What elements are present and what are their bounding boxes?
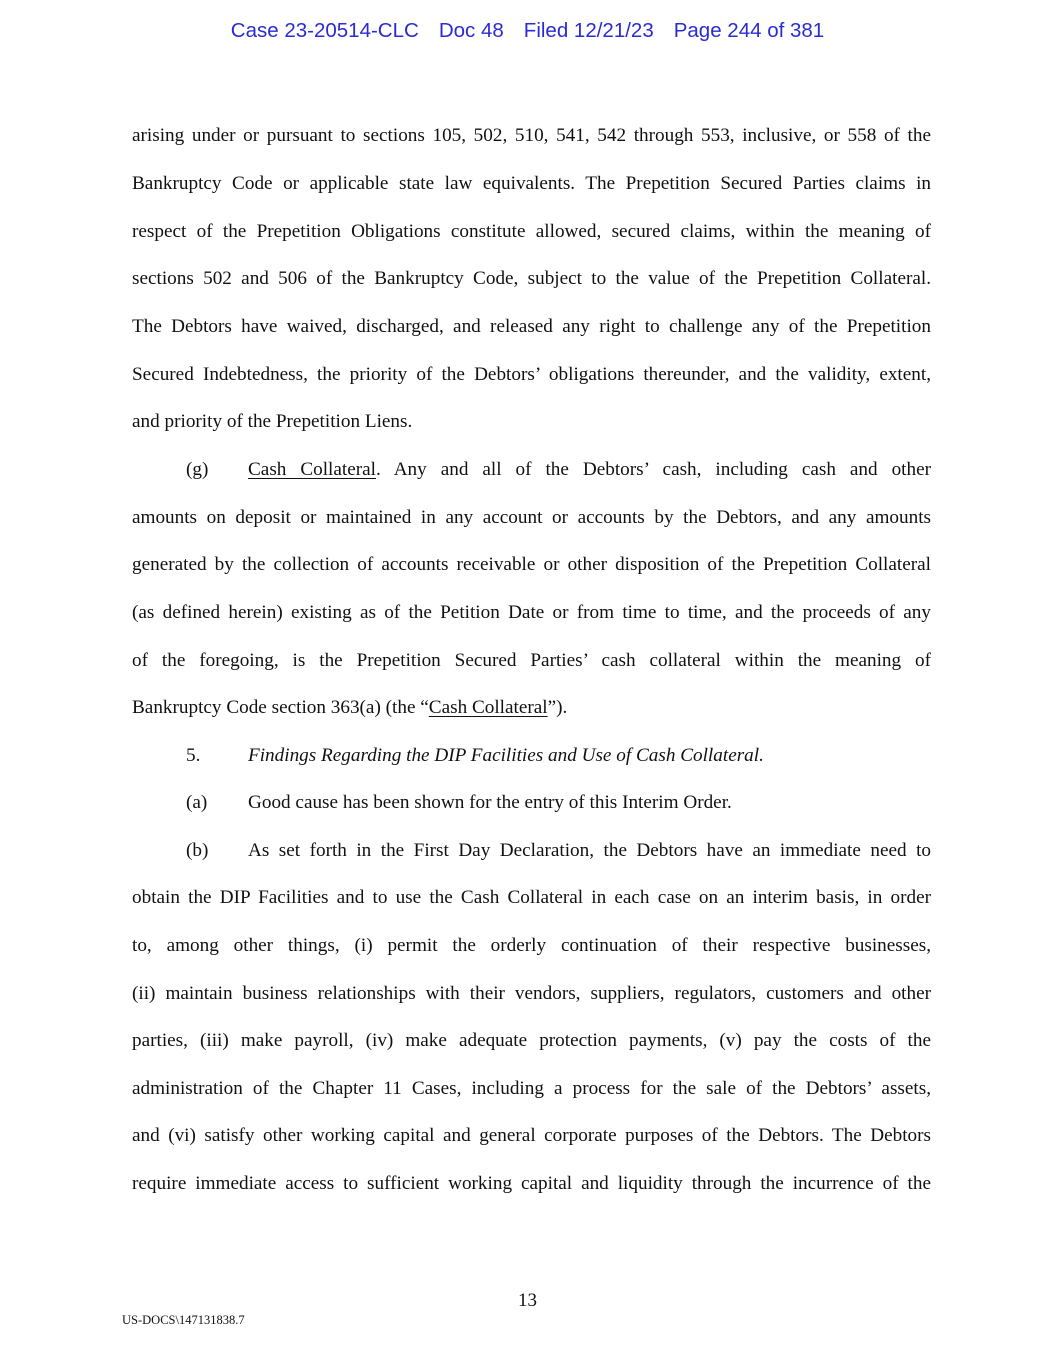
- paragraph-text: ”).: [547, 697, 568, 718]
- paragraph-marker: (a): [186, 792, 208, 813]
- paragraph-line: obtain the DIP Facilities and to use the Cash Collateral in each case on an interim basis, in order: [132, 887, 931, 908]
- paragraph-last-line: [132, 696, 931, 720]
- section-number: 5.: [186, 745, 201, 766]
- paragraph-line: sections 502 and 506 of the Bankruptcy Code, subject to the value of the Prepetition Collateral.: [132, 268, 931, 289]
- paragraph-line: to, among other things, (i) permit the orderly continuation of their respective businesses,: [132, 935, 931, 956]
- paragraph-line: Secured Indebtedness, the priority of the Debtors’ obligations thereunder, and the validity, extent,: [132, 364, 931, 385]
- page-count: Page 244 of 381: [673, 19, 825, 42]
- paragraph-line: respect of the Prepetition Obligations constitute allowed, secured claims, within the meaning of: [132, 221, 931, 242]
- paragraph-line: of the foregoing, is the Prepetition Secured Parties’ cash collateral within the meaning of: [132, 650, 931, 671]
- docket-number: Doc 48: [438, 19, 504, 42]
- paragraph-line: As set forth in the First Day Declaration, the Debtors have an immediate need to: [248, 840, 931, 861]
- paragraph-line: parties, (iii) make payroll, (iv) make adequate protection payments, (v) pay the costs of the: [132, 1030, 931, 1051]
- paragraph-line: amounts on deposit or maintained in any account or accounts by the Debtors, and any amounts: [132, 507, 931, 528]
- paragraph-line: arising under or pursuant to sections 105, 502, 510, 541, 542 through 553, inclusive, or 558 of the: [132, 125, 931, 146]
- page-number: 13: [518, 1290, 537, 1311]
- paragraph-marker: (b): [186, 840, 209, 861]
- paragraph-line: generated by the collection of accounts receivable or other disposition of the Prepetition Collateral: [132, 554, 931, 575]
- case-number: Case 23-20514-CLC: [230, 19, 419, 42]
- section-title: Findings Regarding the DIP Facilities and Use of Cash Collateral.: [248, 745, 764, 766]
- document-id: US-DOCS\147131838.7: [122, 1313, 245, 1327]
- paragraph-text: Good cause has been shown for the entry of this Interim Order.: [248, 792, 732, 813]
- paragraph-g-first-line: [248, 458, 931, 482]
- paragraph-line: (ii) maintain business relationships with their vendors, suppliers, regulators, customers and other: [132, 983, 931, 1004]
- filed-date: Filed 12/21/23: [523, 19, 654, 42]
- paragraph-text: . Any and all of the Debtors’ cash, including cash and other: [376, 459, 932, 480]
- filing-header: [0, 19, 1055, 43]
- paragraph-line: The Debtors have waived, discharged, and released any right to challenge any of the Prepetition: [132, 316, 931, 337]
- paragraph-line: and priority of the Prepetition Liens.: [132, 411, 413, 432]
- paragraph-line: administration of the Chapter 11 Cases, including a process for the sale of the Debtors’ assets,: [132, 1078, 931, 1099]
- defined-term: Cash Collateral: [428, 697, 548, 718]
- paragraph-marker: (g): [186, 459, 209, 480]
- cash-collateral-heading: Cash Collateral: [248, 459, 376, 480]
- paragraph-line: require immediate access to sufficient working capital and liquidity through the incurrence of the: [132, 1173, 931, 1194]
- paragraph-line: (as defined herein) existing as of the Petition Date or from time to time, and the proceeds of any: [132, 602, 931, 623]
- paragraph-line: and (vi) satisfy other working capital and general corporate purposes of the Debtors. The Debtors: [132, 1125, 931, 1146]
- paragraph-text: Bankruptcy Code section 363(a) (the “: [132, 697, 429, 718]
- paragraph-line: Bankruptcy Code or applicable state law equivalents. The Prepetition Secured Parties claims in: [132, 173, 931, 194]
